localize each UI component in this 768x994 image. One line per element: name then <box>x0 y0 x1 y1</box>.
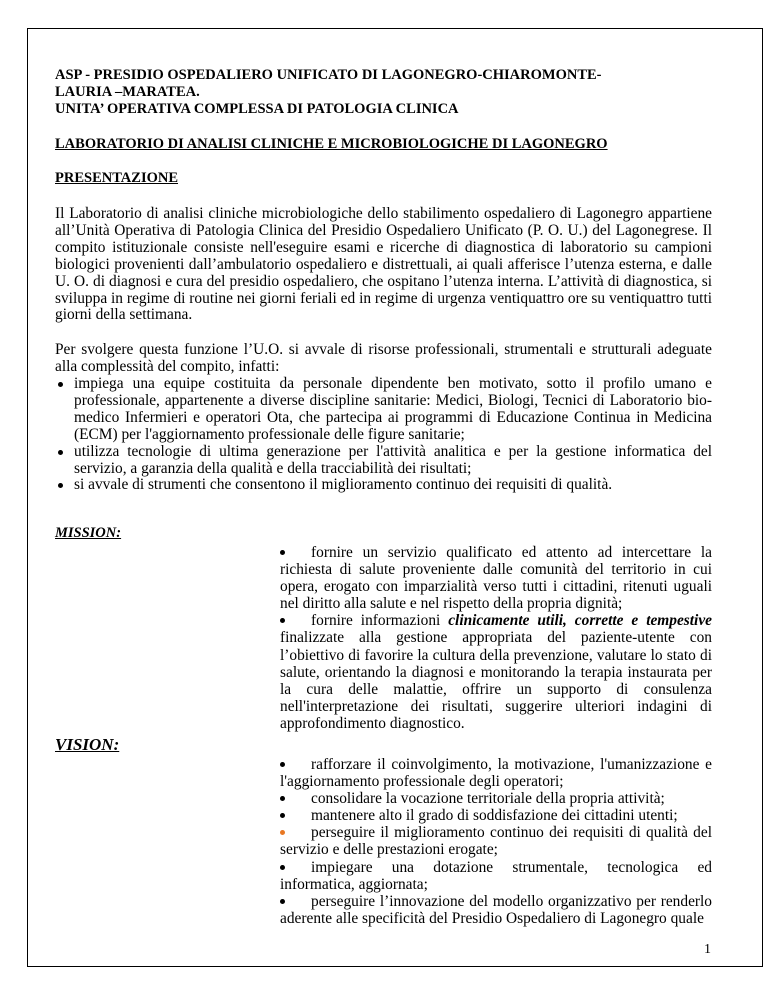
bullet-icon <box>280 865 285 870</box>
list-item: impiegare una dotazione strumentale, tecnologica ed informatica, aggiornata; <box>280 858 712 893</box>
list-item: perseguire l’innovazione del modello organizzativo per renderlo aderente alle specificità del Presidio Ospedaliero di Lagonegro quale <box>280 892 712 927</box>
intro-paragraph-1: Il Laboratorio di analisi cliniche microbiologiche dello stabilimento ospedaliero di Lagonegro appartiene all’Unità Operativa di Patologia Clinica del Presidio Ospedaliero Unificato (P. O. U.) del Lagonegrese. Il compito istituzionale consiste nell'eseguire esami e ricerche di diagnostica di laboratorio su campioni biologici provenienti dall’ambulatorio ospedaliero e distrettuali, ai quali afferisce l’utenza esterna, e dalle U. O. di diagnosi e cura del presidio ospedaliero, che ospitano l’utenza interna. L’attività di diagnostica, si sviluppa in regime di routine nei giorni feriali ed in regime di urgenza ventiquattro ore su ventiquattro tutti giorni della settimana. <box>55 205 712 324</box>
bullet-icon <box>280 796 285 801</box>
emphasis-text: clinicamente utili, corrette e tempestive <box>448 612 712 630</box>
bullet-icon <box>280 899 285 904</box>
bullet-icon <box>280 550 285 555</box>
intro-bullet-list <box>55 376 712 494</box>
header-line-1: ASP - PRESIDIO OSPEDALIERO UNIFICATO DI LAGONEGRO-CHIAROMONTE- <box>55 67 602 83</box>
mission-list <box>280 544 712 732</box>
bullet-icon <box>280 813 285 818</box>
list-item: impiega una equipe costituita da personale dipendente ben motivato, sotto il profilo umano e professionale, appartenente a diverse discipline sanitarie: Medici, Biologi, Tecnici di Laboratorio bio-medico Infermieri e operatori Ota, che partecipa ai programmi di Educazione Continua in Medicina (ECM) per l'aggiornamento professionale delle figure sanitarie; <box>55 376 712 444</box>
list-item: si avvale di strumenti che consentono il miglioramento continuo dei requisiti di qualità. <box>55 477 712 494</box>
section-title: PRESENTAZIONE <box>55 170 179 186</box>
list-item: rafforzare il coinvolgimento, la motivazione, l'umanizzazione e l'aggiornamento professionale degli operatori; <box>280 756 712 791</box>
vision-label: VISION: <box>55 735 120 754</box>
list-item: utilizza tecnologie di ultima generazione per l'attività analitica e per la gestione informatica del servizio, a garanzia della qualità e della tracciabilità dei risultati; <box>55 444 712 478</box>
list-item: consolidare la vocazione territoriale della propria attività; <box>280 790 712 807</box>
list-item: perseguire il miglioramento continuo dei requisiti di qualità del servizio e delle prestazioni erogate; <box>280 824 712 859</box>
mission-label: MISSION: <box>55 525 122 541</box>
bullet-icon <box>58 382 63 387</box>
bullet-icon <box>58 483 63 488</box>
intro-paragraph-2: Per svolgere questa funzione l’U.O. si avvale di risorse professionali, strumentali e strutturali adeguate alla complessità del compito, infatti: <box>55 341 712 375</box>
bullet-icon <box>280 618 285 623</box>
header-line-2: LAURIA –MARATEA. <box>55 84 200 100</box>
bullet-icon <box>280 762 285 767</box>
vision-list <box>280 756 712 927</box>
list-item: fornire un servizio qualificato ed attento ad intercettare la richiesta di salute proveniente dalle comunità del territorio in cui opera, erogato con imparzialità verso tutti i cittadini, ritenuti uguali nel diritto alla salute e nel rispetto della propria dignità; <box>280 544 712 613</box>
list-item: fornire informazioni clinicamente utili, corrette e tempestive finalizzate alla gestione appropriata del paziente-utente con l’obiettivo di favorire la cultura della prevenzione, valutare lo stato di salute, orientando la diagnosi e monitorando la terapia instaurata per la cura delle malattie, offrire un supporto di consulenza nell'interpretazione dei risultati, suggerire ulteriori indagini di approfondimento diagnostico. <box>280 612 712 732</box>
bullet-icon <box>280 830 285 835</box>
page-number: 1 <box>704 942 711 957</box>
bullet-icon <box>58 450 63 455</box>
lab-title: LABORATORIO DI ANALISI CLINICHE E MICROBIOLOGICHE DI LAGONEGRO <box>55 136 608 152</box>
header-line-3: UNITA’ OPERATIVA COMPLESSA DI PATOLOGIA CLINICA <box>55 101 459 117</box>
list-item: mantenere alto il grado di soddisfazione dei cittadini utenti; <box>280 807 712 824</box>
